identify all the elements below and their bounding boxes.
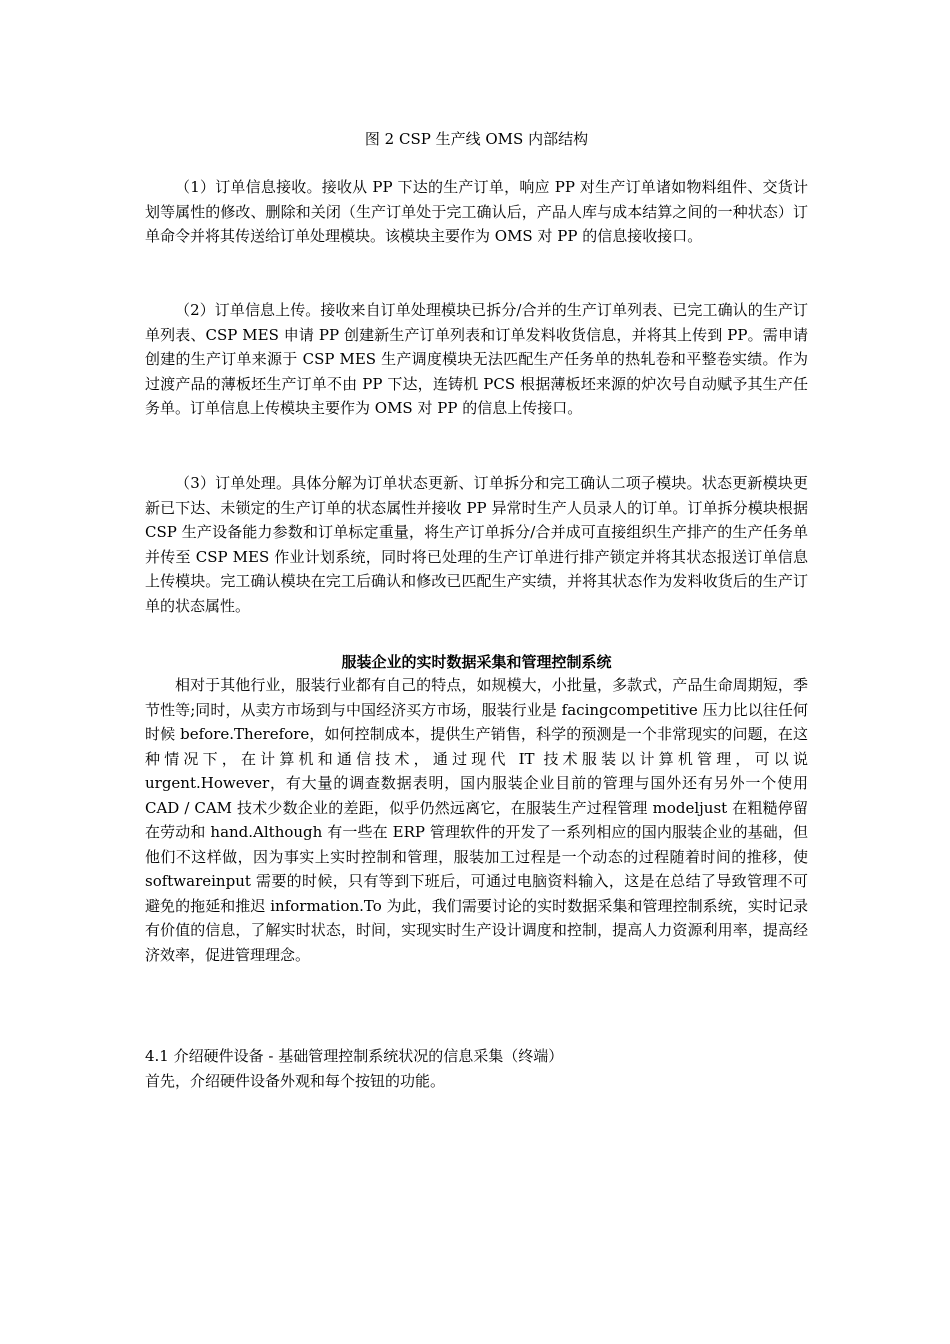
article-title: 服装企业的实时数据采集和管理控制系统 bbox=[341, 653, 612, 671]
article-body: 相对于其他行业，服装行业都有自己的特点，如规模大，小批量，多款式，产品生命周期短，季节性等;同时，从卖方市场到与中国经济买方市场，服装行业是 facingcompetitive 压力比以往任何时候 before.Therefore，如何控制成本，提供生产销售，科学的预测是一个非常现实的问题，在这种情况下，在计算机和通信技术，通过现代 IT 技术服装以计算机管理，可以说 urgent.However，有大量的调查数据表明，国内服装企业目前的管理与国外还有另外一个使用 CAD / CAM 技术少数企业的差距，似乎仍然远离它，在服装生产过程管理 modeljust 在粗糙停留在劳动和 hand.Although 有一些在 ERP 管理软件的开发了一系列相应的国内服装企业的基础，但他们不这样做，因为事实上实时控制和管理，服装加工过程是一个动态的过程随着时间的推移，使 softwareinput 需要的时候，只有等到下班后，可通过电脑资料输入，这是在总结了导致管理不可避免的拖延和推迟 information.To 为此，我们需要讨论的实时数据采集和管理控制系统，实时记录有价值的信息，了解实时状态，时间，实现实时生产设计调度和控制，提高人力资源利用率，提高经济效率，促进管理理念。 bbox=[145, 676, 808, 964]
section-heading: 4.1 介绍硬件设备 - 基础管理控制系统状况的信息采集（终端） bbox=[145, 1047, 564, 1065]
paragraph-order-upload: （2）订单信息上传。接收来自订单处理模块已拆分/合并的生产订单列表、已完工确认的生产订单列表、CSP MES 申请 PP 创建新生产订单列表和订单发料收货信息，并将其上传到 PP。需申请创建的生产订单来源于 CSP MES 生产调度模块无法匹配生产任务单的热轧卷和平整卷实绩。作为过渡产品的薄板坯生产订单不由 PP 下达，连铸机 PCS 根据薄板坯来源的炉次号自动赋予其生产任务单。订单信息上传模块主要作为 OMS 对 PP 的信息上传接口。 bbox=[145, 301, 808, 417]
section-text: 首先，介绍硬件设备外观和每个按钮的功能。 bbox=[145, 1072, 446, 1090]
paragraph-order-processing: （3）订单处理。具体分解为订单状态更新、订单拆分和完工确认二项子模块。状态更新模块更新已下达、未锁定的生产订单的状态属性并接收 PP 异常时生产人员录人的订单。订单拆分模块根据 CSP 生产设备能力参数和订单标定重量，将生产订单拆分/合并成可直接组织生产排产的生产任务单并传至 CSP MES 作业计划系统，同时将已处理的生产订单进行排产锁定并将其状态报送订单信息上传模块。完工确认模块在完工后确认和修改已匹配生产实绩，并将其状态作为发料收货后的生产订单的状态属性。 bbox=[145, 474, 808, 615]
figure-caption: 图 2 CSP 生产线 OMS 内部结构 bbox=[364, 130, 589, 148]
paragraph-order-receive: （1）订单信息接收。接收从 PP 下达的生产订单，响应 PP 对生产订单诸如物料组件、交货计划等属性的修改、删除和关闭（生产订单处于完工确认后，产品人库与成本结算之间的一种状态）订单命令并将其传送给订单处理模块。该模块主要作为 OMS 对 PP 的信息接收接口。 bbox=[145, 178, 808, 245]
